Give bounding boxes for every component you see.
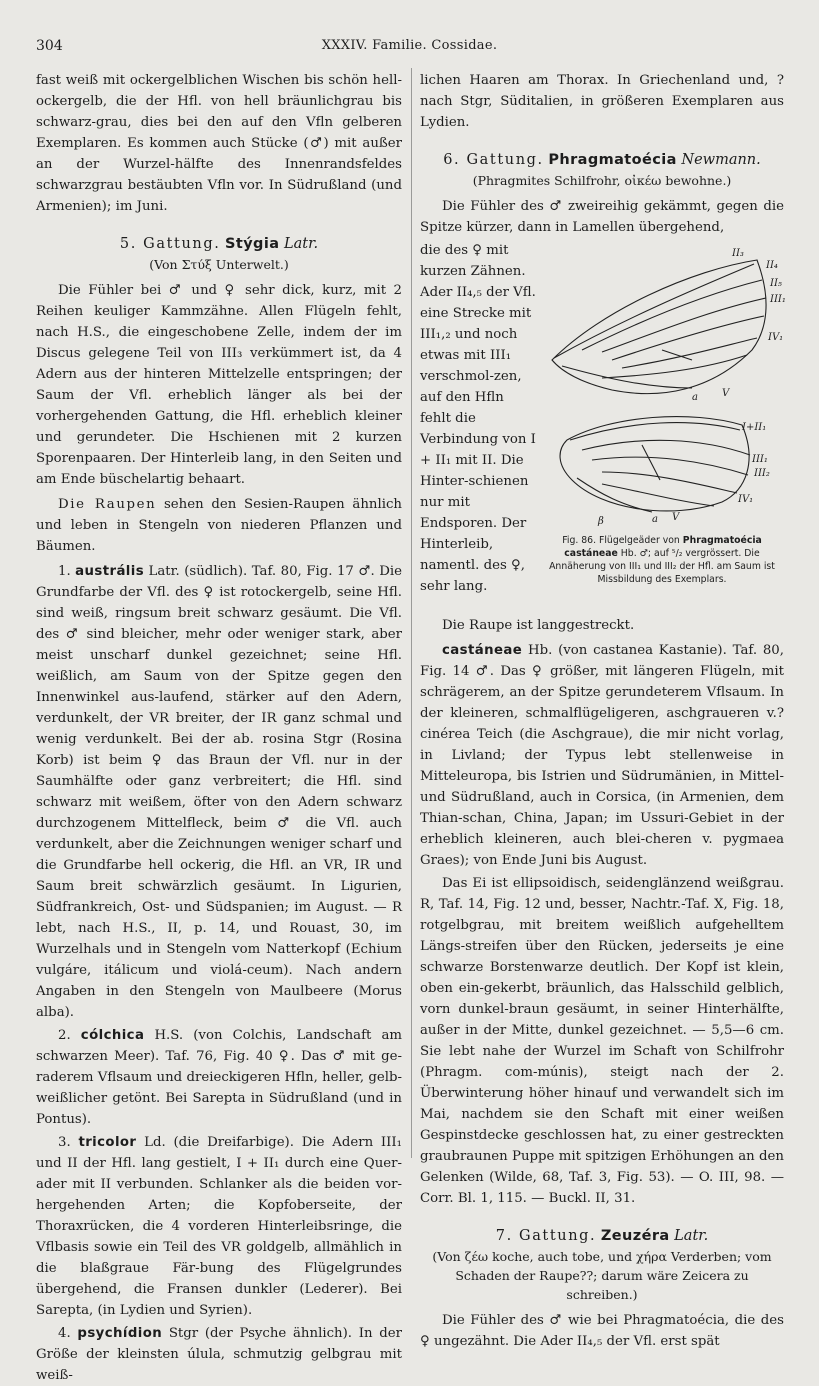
hindwing-vein [577, 478, 652, 512]
vein-label: II₄ [766, 260, 778, 271]
raupe-line: Die Raupe ist langgestreckt. [442, 618, 635, 633]
vein-label: II₃ [732, 248, 744, 259]
hindwing-vein [602, 484, 714, 506]
forewing-vein [562, 366, 692, 388]
species-2-entry: 2. cólchica H.S. (von Colchis, Landschaft am schwarzen Meer). Taf. 76, Fig. 40 ♀. Das ♂ mit ge-raderem Vflsaum und dreieckigeren Hfln, heller, gelb-weißlicher getönt. Bei Sarepta in Südrußland (und in Pontus). [36, 1028, 402, 1127]
genus-6-description-lead: Die Fühler des ♂ zweireihig gekämmt, gegen die Spitze kürzer, dann in Lamellen übergehend, [420, 199, 784, 235]
genus-5-etymology: (Von Στύξ Unterwelt.) [149, 257, 289, 272]
vein-label: II₅ [770, 278, 782, 289]
vein-label: III₂ [754, 468, 770, 479]
genus-7-etymology: (Von ζέω koche, auch tobe, und χήρα Verderben; vom Schaden der Raupe??; darum wäre Zeicera zu schreiben.) [432, 1249, 772, 1302]
vein-label: III₁ [770, 294, 786, 305]
species-name: psychídion [77, 1326, 163, 1341]
genus-name: Stýgia [225, 236, 280, 252]
genus-6-etymology: (Phragmites Schilfrohr, οἰκέω bewohne.) [472, 173, 732, 188]
genus-7-heading: 7. Gattung. Zeuzéra Latr. [495, 1228, 709, 1244]
vein-label: V [722, 388, 730, 399]
column-divider [411, 68, 412, 1158]
genus-7-description: Die Fühler des ♂ wie bei Phragmatoécia, die des ♀ ungezähnt. Die Ader II₄,₅ der Vfl. erst spät [420, 1313, 784, 1349]
castaneae-entry: castáneae Hb. (von castanea Kastanie). Taf. 80, Fig. 14 ♂. Das ♀ größer, mit längeren Flügeln, mit schrägerem, an der Spitze gerundeterem Vflsaum. In der kleineren, schmalflügeligeren, aschgraueren v.? cinérea Teich (die Aschgraue), die mir nicht vorlag, in Livland; der Typus lebt stellenweise in Mitteleuropa, bis Istrien und Südrumänien, in Mittel- und Südrußland, auch in Corsica, (in Armenien, dem Thian-schan, China, Japan; im Ussuri-Gebiet in der erheblich kleineren, auch blei-cheren v. pygmaea Graes); von Ende Juni bis August. [420, 643, 784, 868]
page-header [36, 38, 783, 60]
figure-caption: Fig. 86. Flügelgeäder von Phragmatoécia castáneae Hb. ♂; auf ⁵/₂ vergrössert. Die Annäherung von III₁ und III₂ der Hfl. am Saum ist Missbildung des Exemplars. [549, 535, 775, 585]
forewing-vein [554, 264, 754, 358]
species-3-entry: 3. tricolor Ld. (die Dreifarbige). Die Adern III₁ und II der Hfl. lang gestielt, I + II₁ durch eine Quer-ader mit II verbunden. Schlanker als die beiden vor-hergehenden Arten; die Kopfoberseite, der Thoraxrücken, die 4 vorderen Hinterleibsringe, die Vflbasis sowie ein Teil des VR goldgelb, allmählich in die blaßgraue Fär-bung des Flügelgrundes übergehend, die Fransen dunkler (Lederer). Bei Sarepta, (in Lydien und Syrien). [36, 1135, 403, 1318]
forewing-vein [602, 355, 747, 378]
genus-6-description-narrow: die des ♀ mit kurzen Zähnen. Ader II₄,₅ der Vfl. eine Strecke mit III₁,₂ und noch etwas mit III₁ verschmol-zen, auf den Hfln fehlt die Verbindung von I + II₁ mit II. Die Hinter-schienen nur mit Endsporen. Der Hinterleib, namentl. des ♀, sehr lang. [420, 243, 536, 594]
species-name: cólchica [80, 1028, 145, 1043]
figure-86-block [420, 240, 784, 615]
egg-paragraph: Das Ei ist ellipsoidisch, seidenglänzend weißgrau. R, Taf. 14, Fig. 12 und, besser, Nachtr.-Taf. X, Fig. 18, rotgelbgrau, mit breitem weißlich aufgehelltem Längs-streifen über den Rücken, jederseits je eine schwarze Borstenwarze deutlich. Der Kopf ist klein, oben ein-gekerbt, bräunlich, das Halsschild gelblich, vorn dunkel-braun gesäumt, in seiner Hinterhälfte, außer in der Mitte, dunkel gezeichnet. — 5,5—6 cm. Sie lebt nahe der Wurzel im Schaft von Schilfrohr (Phragm. com-múnis), steigt nach der 2. Überwinterung höher hinauf und verwandelt sich im Mai, nachdem sie den Schaft mit einer weißen Gespinstdecke geschlossen hat, zu einer gestreckten graubraunen Puppe mit spitzigen Erhöhungen an den Gelenken (Wilde, 68, Taf. 3, Fig. 53). — O. III, 98. — Corr. Bl. 1, 115. — Buckl. II, 31. [420, 876, 784, 1206]
genus-5-description: Die Fühler bei ♂ und ♀ sehr dick, kurz, mit 2 Reihen keuliger Kammzähne. Allen Flügeln fehlt, nach H.S., die eingeschobene Zelle, indem der im Discus gelegene Teil von III₃ verkümmert ist, da 4 Adern aus der hinteren Mittelzelle entspringen; der Saum der Vfl. erheblich länger als bei der vorhergehenden Gattung, die Hfl. erheblich kleiner und gerundeter. Die Hschienen mit 2 kurzen Sporenpaaren. Der Hinterleib lang, in den Seiten und am Ende büschelartig behaart. [36, 283, 402, 487]
species-name: tricolor [78, 1135, 137, 1150]
raupen-paragraph: Die Raupen sehen den Sesien-Raupen ähnlich und leben in Stengeln von niederen Pflanzen und Bäumen. [36, 497, 402, 554]
hindwing-vein [582, 440, 750, 455]
intro-paragraph: fast weiß mit ockergelblichen Wischen bis schön hell-ockergelb, die der Hfl. von hell bräunlichgrau bis schwarz-grau, dies bei den auf den Vfln gelberen Exemplaren. Es kommen auch Stücke (♂) mit außer an der Wurzel-hälfte des Innenrandsfeldes schwarzgrau bestäubten Vfln vor. In Südrußland (und Armenien); im Juni. [36, 73, 402, 214]
genus-5-heading: 5. Gattung. Stýgia Latr. [119, 236, 319, 252]
hindwing-outline [560, 417, 749, 511]
species-name: austrális [75, 564, 145, 579]
vein-label: IV₁ [768, 332, 784, 343]
species-4-entry: 4. psychídion Stgr (der Psyche ähnlich). In der Größe der kleinsten úlula, schmutzig gelbgrau mit weiß- [36, 1326, 402, 1383]
forewing-vein [582, 280, 762, 350]
forewing-vein [612, 316, 764, 360]
left-column [36, 70, 402, 1386]
vein-label: I+II₁ [742, 422, 767, 433]
hindwing-vein [570, 423, 740, 440]
vein-label: III₁ [752, 454, 768, 465]
hindwing-vein [602, 472, 737, 493]
vein-label: V [672, 512, 680, 523]
genus-name: Zeuzéra [600, 1228, 670, 1244]
genus-name: Phragmatoécia [548, 152, 677, 168]
vein-label: IV₁ [738, 494, 754, 505]
vein-label: a [692, 392, 698, 403]
continuation-paragraph: lichen Haaren am Thorax. In Griechenland und, ? nach Stgr, Süditalien, in größeren Exemplaren aus Lydien. [420, 73, 784, 130]
vein-label: a [652, 514, 658, 525]
page-number: 304 [36, 38, 63, 54]
genus-6-heading: 6. Gattung. Phragmatoécia Newmann. [443, 152, 761, 168]
right-column [420, 70, 784, 1352]
species-1-entry: 1. austrális Latr. (südlich). Taf. 80, Fig. 17 ♂. Die Grundfarbe der Vfl. des ♀ ist rotockergelb, seine Hfl. sind weiß, ringsum breit schwarz gesäumt. Die Vfl. des ♂ sind bleicher, mehr oder weniger stark, aber meist unscharf dunkel gezeichnet; seine Hfl. weißlich, am Saum von der Spitze gegen den Innenwinkel aus-laufend, stärker auf den Adern, verdunkelt, der VR breiter, der IR ganz schmal und wenig verdunkelt. Bei der ab. rosina Stgr (Rosina Korb) ist beim ♀ das Braun der Vfl. nur in der Saumhälfte oder ganz verbreitert; die Hfl. sind schwarz mit weißem, öfter von den Adern schwarz durchzogenem Mittelfleck, beim ♂ die Vfl. auch verdunkelt, aber die Zeichnungen weniger scharf und die Grundfarbe hell ockerig, die Hfl. an VR, IR und Saum breit schwärzlich gesäumt. In Ligurien, Südfrankreich, Ost- und Südspanien; im August. — R lebt, nach H.S., II, p. 14, und Rouast, 30, im Wurzelhals und in Stengeln vom Natterkopf (Echium vulgáre, itálicum und violá-ceum). Nach andern Angaben in den Stengeln von Maulbeere (Morus alba). [36, 564, 402, 1020]
vein-label: β [598, 516, 604, 527]
wing-venation-figure [542, 240, 784, 536]
species-name: castáneae [442, 643, 523, 658]
running-title: XXXIV. Familie. Cossidae. [321, 38, 498, 53]
